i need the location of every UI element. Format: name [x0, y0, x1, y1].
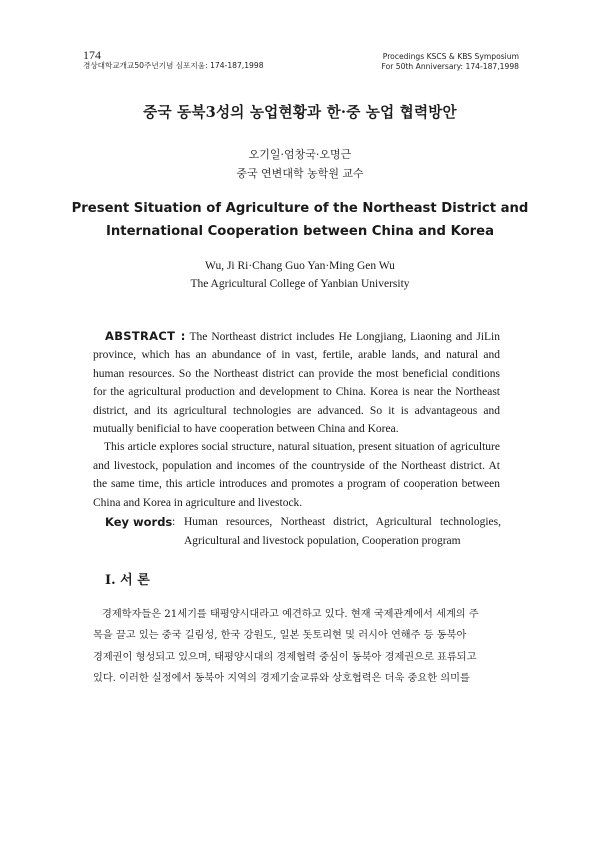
- keywords-colon: :: [172, 516, 176, 528]
- keywords-line-1: Human resources, Northeast district, Agricultural technologies,: [184, 516, 501, 528]
- abstract: [93, 327, 500, 512]
- affiliation-korean: 중국 연변대학 농학원 교수: [236, 167, 364, 180]
- header-left: [83, 50, 264, 71]
- title-english-line-2: International Cooperation between China and Korea: [106, 224, 494, 239]
- header-right: [382, 52, 519, 72]
- keywords-line-2: Agricultural and livestock population, Cooperation program: [184, 535, 461, 547]
- header-left-citation: 경상대학교개교50주년기념 심포지움: 174-187,1998: [83, 61, 264, 70]
- abstract-label: ABSTRACT :: [105, 329, 186, 343]
- title-english-line-1: Present Situation of Agriculture of the Northeast District and: [71, 201, 529, 216]
- body-text: [93, 604, 501, 689]
- section-heading: Ⅰ. 서 론: [105, 573, 150, 588]
- title-english: [0, 197, 600, 243]
- authors-korean: 오기일·엄창국·오명근: [248, 148, 352, 161]
- page-number: 174: [83, 48, 101, 62]
- body-line: 경제권이 형성되고 있으며, 태평양시대의 경제협력 중심이 동북아 경제권으로 표류되고: [93, 651, 477, 663]
- body-line: 경제학자들은 21세기를 태평양시대라고 예견하고 있다. 현재 국제관계에서 세계의 주: [102, 609, 479, 620]
- affiliation-english: The Agricultural College of Yanbian University: [190, 278, 410, 290]
- header-right-line-1: Procedings KSCS & KBS Symposium: [382, 52, 519, 61]
- abstract-text-1: The Northeast district includes He Longjiang, Liaoning and JiLin province, which has an abundance of in vast, fertile, arable lands, and natural and human resources. So the Northeast district can provide the most beneficial conditions for the agricultural production and development to China. Korea is near the Northeast district, and its agricultural technologies are advanced. So it is advantageous and mutually benificial to have cooperation between China and Korea.: [93, 331, 500, 436]
- title-korean: 중국 동북3성의 농업현황과 한·중 농업 협력방안: [143, 104, 457, 121]
- keywords-label: Key words: [105, 515, 173, 529]
- body-line: 목을 끌고 있는 중국 길림성, 한국 강원도, 일본 돗토리현 및 러시아 연해주 등 동북아: [93, 630, 467, 642]
- header-right-line-2: For 50th Anniversary: 174-187,1998: [381, 62, 519, 71]
- body-line: 있다. 이러한 실정에서 동북아 지역의 경제기술교류와 상호협력은 더욱 중요한 의미를: [93, 672, 470, 684]
- authors-english: Wu, Ji Ri·Chang Guo Yan·Ming Gen Wu: [205, 260, 395, 272]
- abstract-paragraph-2: This article explores social structure, natural situation, present situation of agriculture and livestock, population and incomes of the countryside of the Northeast district. At the same time, this article introduces and promotes a program of cooperation between China and Korea in agriculture and livestock.: [93, 441, 500, 509]
- abstract-paragraph-1: [93, 327, 500, 438]
